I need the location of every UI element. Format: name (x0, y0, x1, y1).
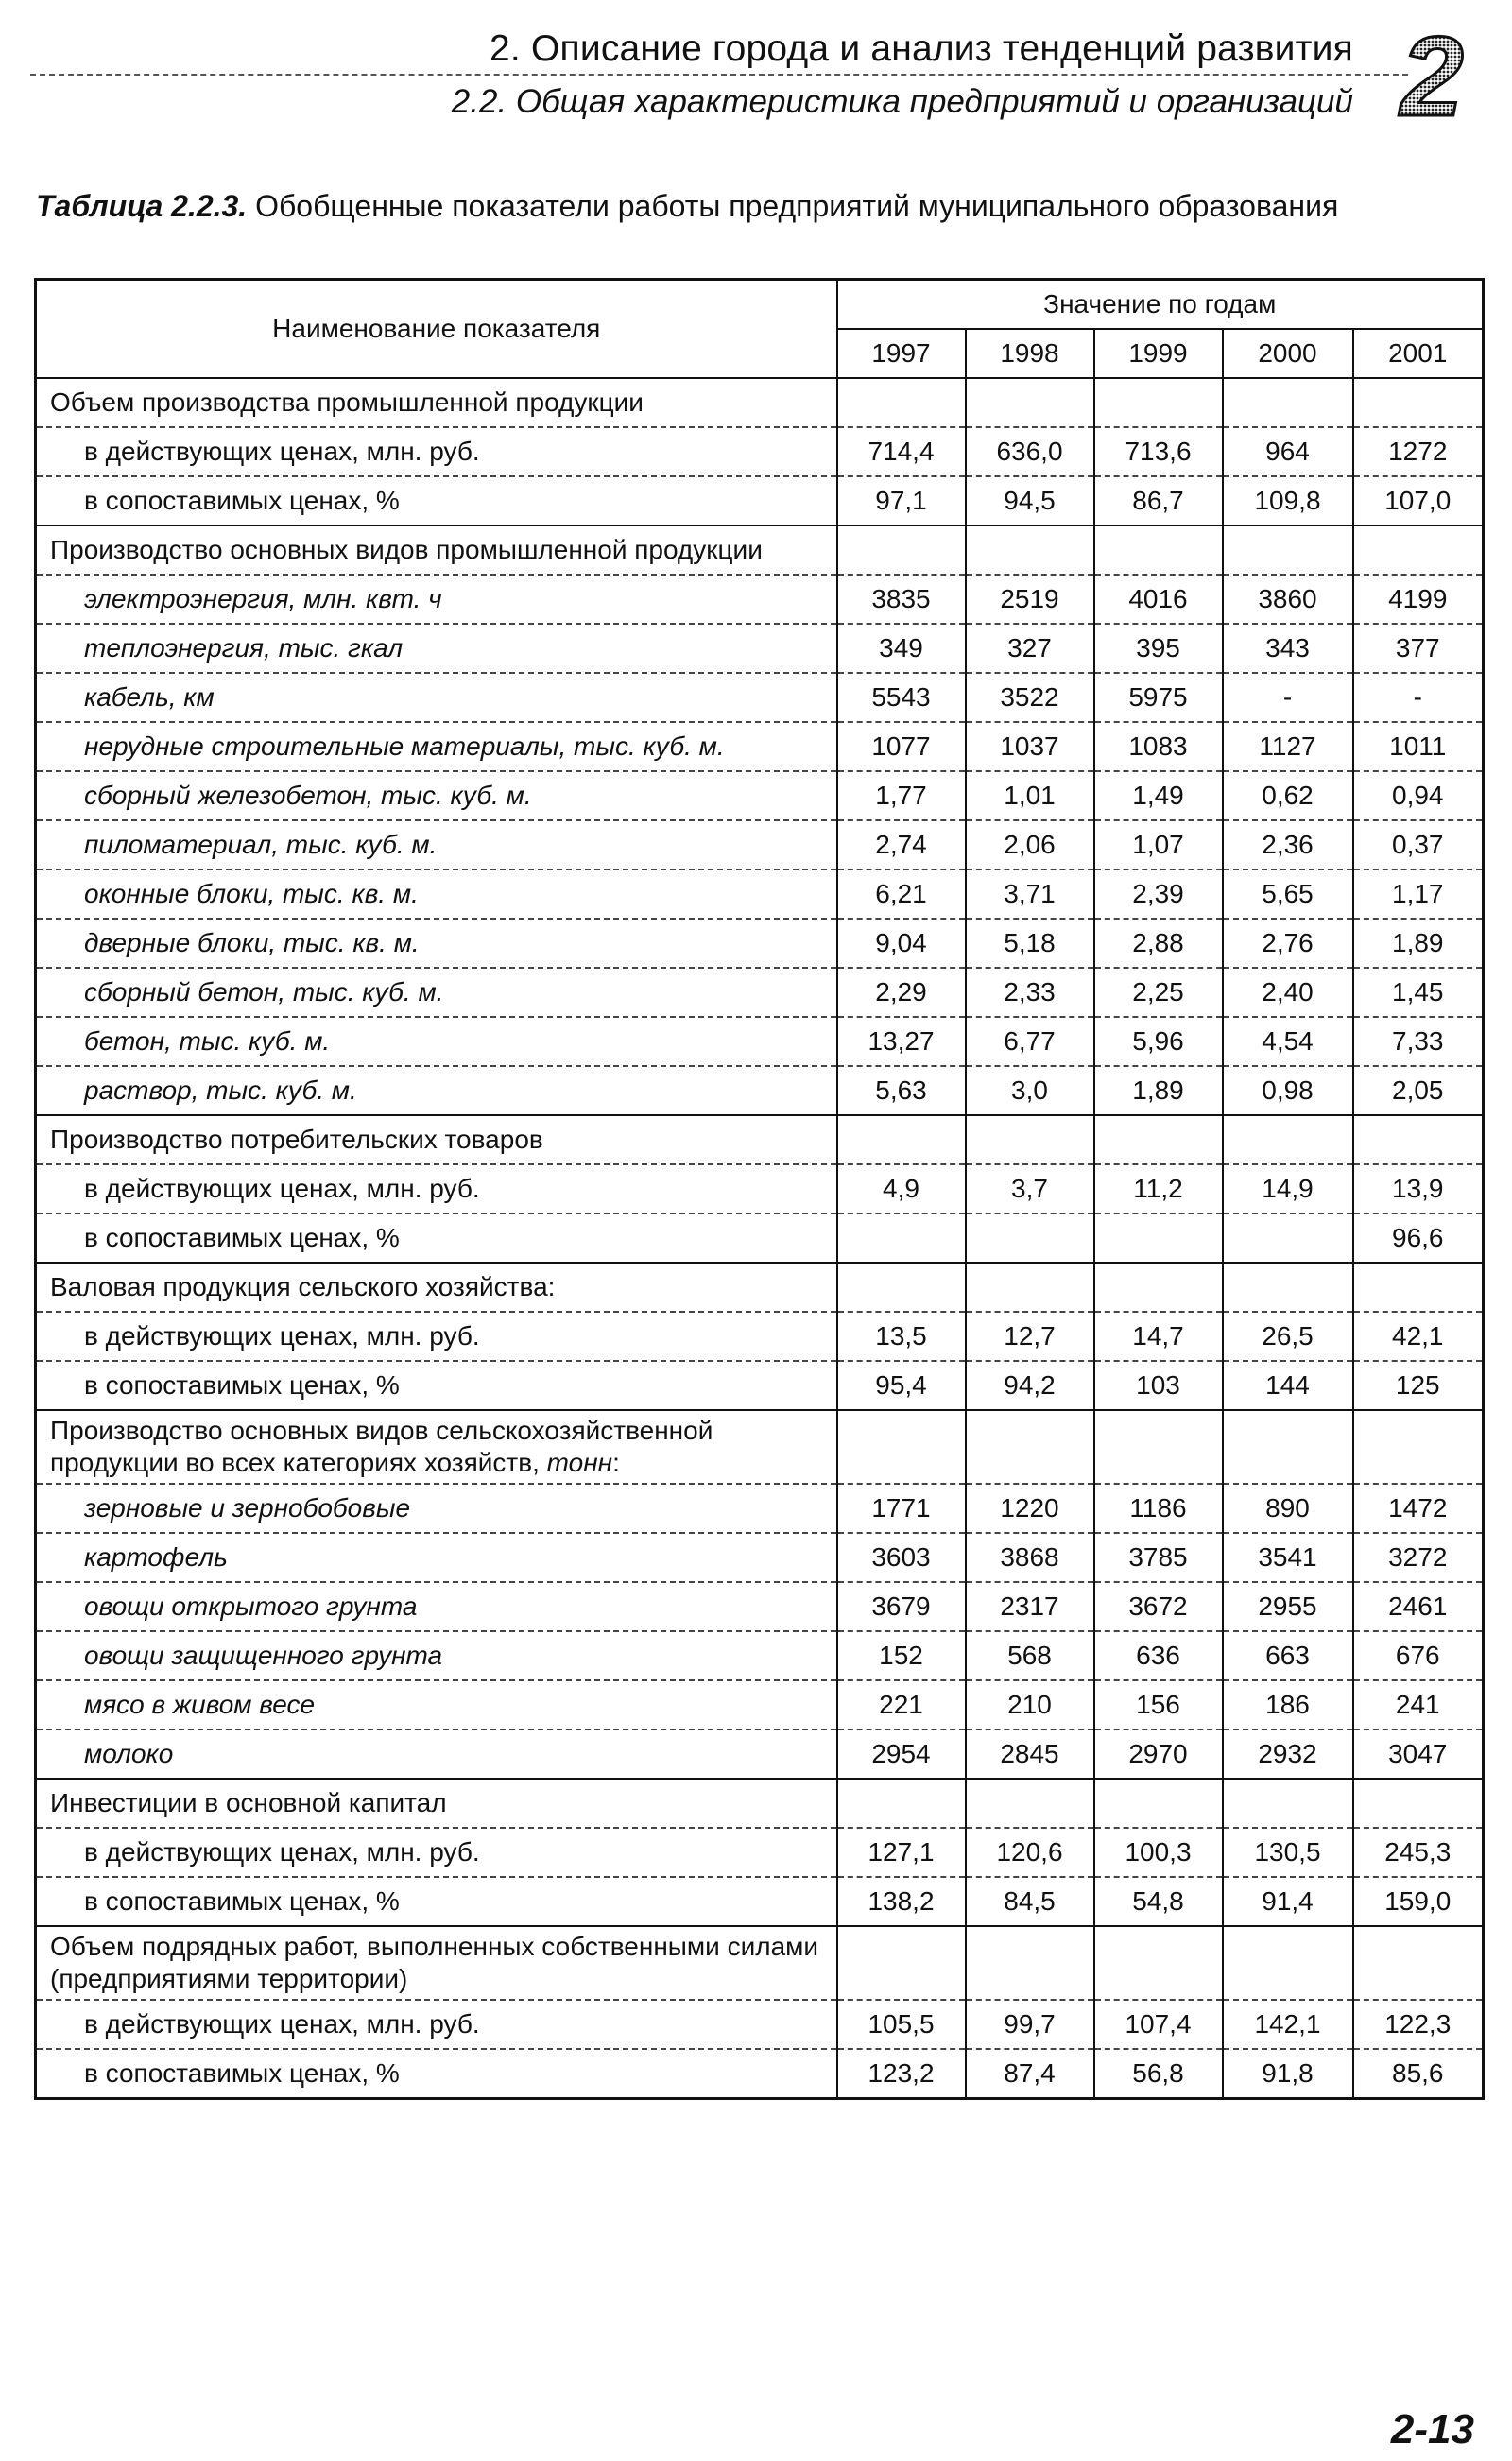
value-cell: 1,07 (1094, 820, 1223, 869)
table-row (36, 820, 1484, 869)
value-cell: 2932 (1223, 1730, 1353, 1779)
indicator-name-text: в сопоставимых ценах, % (84, 1370, 400, 1400)
indicator-name-text: молоко (84, 1739, 174, 1768)
table-row (36, 2000, 1484, 2049)
indicator-name (36, 1410, 837, 1484)
svg-text:2: 2 (1400, 21, 1464, 125)
value-cell: 127,1 (837, 1828, 966, 1877)
value-cell (1353, 1115, 1484, 1164)
indicator-name-text: сборный железобетон, тыс. куб. м. (84, 781, 532, 810)
value-cell: 3860 (1223, 575, 1353, 624)
value-cell: 6,77 (966, 1017, 1094, 1066)
value-cell: 3,71 (966, 869, 1094, 919)
value-cell: 5,65 (1223, 869, 1353, 919)
value-cell: 6,21 (837, 869, 966, 919)
value-cell (1094, 378, 1223, 427)
value-cell: 714,4 (837, 427, 966, 476)
value-cell: 2,76 (1223, 919, 1353, 968)
value-cell (1094, 1410, 1223, 1484)
indicator-name (36, 1213, 837, 1263)
value-cell: 125 (1353, 1361, 1484, 1410)
table-row (36, 1533, 1484, 1582)
value-cell: 0,94 (1353, 771, 1484, 820)
table-row (36, 525, 1484, 575)
table-row (36, 1631, 1484, 1680)
year-header: 1997 (837, 329, 966, 378)
value-cell: 9,04 (837, 919, 966, 968)
indicator-name (36, 1779, 837, 1828)
value-cell: 3672 (1094, 1582, 1223, 1631)
indicator-name-text: в действующих ценах, млн. руб. (84, 437, 480, 466)
value-cell: 91,8 (1223, 2049, 1353, 2099)
table-row (36, 673, 1484, 722)
value-cell: 13,5 (837, 1312, 966, 1361)
value-cell: - (1223, 673, 1353, 722)
value-cell: 2,25 (1094, 968, 1223, 1017)
header-divider (30, 74, 1408, 76)
value-cell: 5975 (1094, 673, 1223, 722)
indicator-name (36, 624, 837, 673)
value-cell: 94,5 (966, 476, 1094, 525)
value-cell: 103 (1094, 1361, 1223, 1410)
indicator-name-text: Производство потребительских товаров (50, 1125, 543, 1154)
table-row (36, 1779, 1484, 1828)
indicator-name-text: в действующих ценах, млн. руб. (84, 1321, 480, 1351)
indicator-name-text: в действующих ценах, млн. руб. (84, 1837, 480, 1867)
value-cell: 109,8 (1223, 476, 1353, 525)
value-cell (966, 1779, 1094, 1828)
value-cell: 327 (966, 624, 1094, 673)
value-cell (837, 1263, 966, 1312)
table-row (36, 427, 1484, 476)
value-cell: 5543 (837, 673, 966, 722)
table-row (36, 919, 1484, 968)
value-cell: 395 (1094, 624, 1223, 673)
year-header: 2001 (1353, 329, 1484, 378)
page-number: 2-13 (1390, 2406, 1474, 2452)
indicator-name (36, 1164, 837, 1213)
chapter-title: 2. Описание города и анализ тенденций развития (490, 28, 1353, 69)
indicator-name-text: мясо в живом весе (84, 1690, 316, 1719)
indicator-name (36, 1926, 837, 2000)
value-cell (837, 1926, 966, 2000)
indicator-name-text: электроэнергия, млн. квт. ч (84, 584, 442, 613)
value-cell (1223, 378, 1353, 427)
value-cell: 568 (966, 1631, 1094, 1680)
value-cell: 2,88 (1094, 919, 1223, 968)
value-cell: 1127 (1223, 722, 1353, 771)
value-cell: 1,45 (1353, 968, 1484, 1017)
value-cell: 1011 (1353, 722, 1484, 771)
value-cell: 3522 (966, 673, 1094, 722)
value-cell: 890 (1223, 1484, 1353, 1533)
value-cell: 377 (1353, 624, 1484, 673)
indicator-name-text: дверные блоки, тыс. кв. м. (84, 928, 420, 957)
value-cell: 5,96 (1094, 1017, 1223, 1066)
value-cell: 4,54 (1223, 1017, 1353, 1066)
values-by-year-header: Значение по годам (837, 280, 1484, 330)
indicator-name-text: в сопоставимых ценах, % (84, 1886, 400, 1916)
value-cell: 42,1 (1353, 1312, 1484, 1361)
indicator-name (36, 2049, 837, 2099)
table-caption (36, 189, 1338, 224)
value-cell: 91,4 (1223, 1877, 1353, 1926)
value-cell: 3679 (837, 1582, 966, 1631)
value-cell (837, 1779, 966, 1828)
value-cell (1094, 1115, 1223, 1164)
value-cell: 3541 (1223, 1533, 1353, 1582)
indicator-name (36, 1263, 837, 1312)
value-cell (1353, 1926, 1484, 2000)
value-cell: 107,4 (1094, 2000, 1223, 2049)
indicator-name-text: в действующих ценах, млн. руб. (84, 1174, 480, 1203)
indicator-name (36, 1484, 837, 1533)
table-row (36, 1730, 1484, 1779)
indicator-name (36, 1582, 837, 1631)
value-cell: 3,0 (966, 1066, 1094, 1115)
indicator-name (36, 722, 837, 771)
value-cell: 1083 (1094, 722, 1223, 771)
value-cell: 107,0 (1353, 476, 1484, 525)
value-cell: 1272 (1353, 427, 1484, 476)
value-cell: 26,5 (1223, 1312, 1353, 1361)
indicator-name (36, 1533, 837, 1582)
indicator-name-text: Объем производства промышленной продукции (50, 387, 644, 417)
table-row (36, 1484, 1484, 1533)
table-row (36, 1213, 1484, 1263)
value-cell: 1,17 (1353, 869, 1484, 919)
value-cell: 13,27 (837, 1017, 966, 1066)
value-cell: 713,6 (1094, 427, 1223, 476)
indicator-name (36, 1828, 837, 1877)
indicator-name-text: пиломатериал, тыс. куб. м. (84, 830, 438, 859)
value-cell: 56,8 (1094, 2049, 1223, 2099)
table-row (36, 968, 1484, 1017)
value-cell: 152 (837, 1631, 966, 1680)
value-cell: 0,98 (1223, 1066, 1353, 1115)
indicator-unit: тонн (546, 1448, 613, 1477)
value-cell (1223, 1410, 1353, 1484)
table-row (36, 1828, 1484, 1877)
indicator-name (36, 525, 837, 575)
indicator-name (36, 1730, 837, 1779)
value-cell: 138,2 (837, 1877, 966, 1926)
value-cell: 87,4 (966, 2049, 1094, 2099)
value-cell: 210 (966, 1680, 1094, 1730)
value-cell: 54,8 (1094, 1877, 1223, 1926)
table-row (36, 1312, 1484, 1361)
indicator-name (36, 427, 837, 476)
value-cell: 964 (1223, 427, 1353, 476)
value-cell: 3835 (837, 575, 966, 624)
indicator-name-text: нерудные строительные материалы, тыс. куб. м. (84, 731, 725, 761)
table-row (36, 1582, 1484, 1631)
value-cell: 142,1 (1223, 2000, 1353, 2049)
table-row (36, 1115, 1484, 1164)
indicator-name-text: Производство основных видов промышленной продукции (50, 535, 763, 564)
indicator-name-text: Производство основных видов сельскохозяйственной продукции во всех категориях хозяйств, (50, 1416, 713, 1477)
indicator-name (36, 2000, 837, 2049)
value-cell (1223, 1263, 1353, 1312)
value-cell: 1037 (966, 722, 1094, 771)
indicator-name-text: Объем подрядных работ, выполненных собственными силами (предприятиями территории) (50, 1932, 819, 1993)
indicator-name (36, 1066, 837, 1115)
indicator-name-text: в действующих ценах, млн. руб. (84, 2009, 480, 2039)
value-cell: 13,9 (1353, 1164, 1484, 1213)
value-cell (966, 1213, 1094, 1263)
indicator-name-text: в сопоставимых ценах, % (84, 486, 400, 515)
year-header: 1999 (1094, 329, 1223, 378)
value-cell (966, 1115, 1094, 1164)
table-row (36, 1164, 1484, 1213)
value-cell (1094, 1263, 1223, 1312)
indicator-name (36, 575, 837, 624)
indicator-name (36, 1115, 837, 1164)
indicator-name-text: в сопоставимых ценах, % (84, 2058, 400, 2088)
value-cell (1223, 525, 1353, 575)
value-cell: 3,7 (966, 1164, 1094, 1213)
table-row (36, 1017, 1484, 1066)
value-cell: 97,1 (837, 476, 966, 525)
value-cell: 11,2 (1094, 1164, 1223, 1213)
value-cell (1223, 1115, 1353, 1164)
value-cell: 636 (1094, 1631, 1223, 1680)
value-cell: 144 (1223, 1361, 1353, 1410)
indicator-name-text: сборный бетон, тыс. куб. м. (84, 977, 444, 1007)
value-cell: 1771 (837, 1484, 966, 1533)
value-cell: 1220 (966, 1484, 1094, 1533)
value-cell (1353, 525, 1484, 575)
value-cell (1094, 1779, 1223, 1828)
indicator-name (36, 869, 837, 919)
indicator-name-text: раствор, тыс. куб. м. (84, 1076, 357, 1105)
value-cell (966, 1926, 1094, 2000)
table-row (36, 722, 1484, 771)
value-cell: 1,01 (966, 771, 1094, 820)
value-cell: 241 (1353, 1680, 1484, 1730)
value-cell: 221 (837, 1680, 966, 1730)
value-cell: 1472 (1353, 1484, 1484, 1533)
value-cell (1094, 525, 1223, 575)
table-row (36, 624, 1484, 673)
table-caption-text: Обобщенные показатели работы предприятий муниципального образования (247, 189, 1339, 223)
value-cell (837, 1410, 966, 1484)
value-cell (966, 1263, 1094, 1312)
indicator-name (36, 919, 837, 968)
value-cell: 1,77 (837, 771, 966, 820)
value-cell (1353, 1263, 1484, 1312)
value-cell (1223, 1926, 1353, 2000)
value-cell (966, 525, 1094, 575)
table-row (36, 771, 1484, 820)
indicator-name (36, 968, 837, 1017)
value-cell: 349 (837, 624, 966, 673)
value-cell: 94,2 (966, 1361, 1094, 1410)
indicator-name-header: Наименование показателя (36, 280, 837, 379)
value-cell: 343 (1223, 624, 1353, 673)
table-row (36, 2049, 1484, 2099)
chapter-number-logo (1389, 21, 1493, 125)
value-cell (966, 1410, 1094, 1484)
indicator-name (36, 771, 837, 820)
indicator-name (36, 1877, 837, 1926)
value-cell (966, 378, 1094, 427)
value-cell (1223, 1779, 1353, 1828)
indicator-name-text: картофель (84, 1542, 228, 1572)
value-cell: 2,40 (1223, 968, 1353, 1017)
value-cell (1353, 378, 1484, 427)
value-cell: 2,05 (1353, 1066, 1484, 1115)
value-cell (837, 378, 966, 427)
value-cell: 663 (1223, 1631, 1353, 1680)
indicator-name (36, 476, 837, 525)
value-cell: 7,33 (1353, 1017, 1484, 1066)
value-cell (837, 525, 966, 575)
value-cell: 2,06 (966, 820, 1094, 869)
value-cell: 14,7 (1094, 1312, 1223, 1361)
value-cell: 100,3 (1094, 1828, 1223, 1877)
value-cell: 95,4 (837, 1361, 966, 1410)
value-cell: 2519 (966, 575, 1094, 624)
value-cell: 2,39 (1094, 869, 1223, 919)
value-cell: 5,63 (837, 1066, 966, 1115)
value-cell: 3047 (1353, 1730, 1484, 1779)
table-row (36, 1877, 1484, 1926)
indicators-table (34, 278, 1485, 2100)
table-row (36, 1926, 1484, 2000)
table-caption-label: Таблица 2.2.3. (36, 189, 248, 223)
value-cell: 245,3 (1353, 1828, 1484, 1877)
value-cell: 122,3 (1353, 2000, 1484, 2049)
value-cell: 85,6 (1353, 2049, 1484, 2099)
value-cell: 2,36 (1223, 820, 1353, 869)
table-row (36, 869, 1484, 919)
value-cell: 2,29 (837, 968, 966, 1017)
table-row (36, 476, 1484, 525)
table-row (36, 1361, 1484, 1410)
value-cell: 1,49 (1094, 771, 1223, 820)
indicator-name-text: оконные блоки, тыс. кв. м. (84, 879, 419, 908)
value-cell: 123,2 (837, 2049, 966, 2099)
year-header: 1998 (966, 329, 1094, 378)
value-cell: 99,7 (966, 2000, 1094, 2049)
indicator-suffix: : (612, 1448, 620, 1477)
value-cell: 2845 (966, 1730, 1094, 1779)
indicator-name (36, 820, 837, 869)
value-cell: 2970 (1094, 1730, 1223, 1779)
value-cell: 14,9 (1223, 1164, 1353, 1213)
section-title: 2.2. Общая характеристика предприятий и организаций (451, 83, 1353, 120)
indicator-name (36, 378, 837, 427)
value-cell: 676 (1353, 1631, 1484, 1680)
indicator-name-text: Валовая продукция сельского хозяйства: (50, 1272, 556, 1301)
indicator-name-text: овощи защищенного грунта (84, 1641, 443, 1670)
table-row (36, 1410, 1484, 1484)
value-cell: 4,9 (837, 1164, 966, 1213)
value-cell: 156 (1094, 1680, 1223, 1730)
value-cell (1094, 1213, 1223, 1263)
value-cell (1094, 1926, 1223, 2000)
value-cell: 12,7 (966, 1312, 1094, 1361)
value-cell: 2,33 (966, 968, 1094, 1017)
table-row (36, 1263, 1484, 1312)
indicator-name-text: кабель, км (84, 682, 215, 712)
indicator-name-text: овощи открытого грунта (84, 1592, 418, 1621)
table-row (36, 378, 1484, 427)
indicator-name (36, 1361, 837, 1410)
value-cell: 159,0 (1353, 1877, 1484, 1926)
value-cell: 5,18 (966, 919, 1094, 968)
value-cell: 1,89 (1094, 1066, 1223, 1115)
value-cell: 120,6 (966, 1828, 1094, 1877)
value-cell: 3272 (1353, 1533, 1484, 1582)
indicator-name-text: Инвестиции в основной капитал (50, 1788, 447, 1817)
value-cell: 86,7 (1094, 476, 1223, 525)
indicator-name (36, 673, 837, 722)
value-cell: 4199 (1353, 575, 1484, 624)
value-cell: 0,37 (1353, 820, 1484, 869)
value-cell: 130,5 (1223, 1828, 1353, 1877)
table-row (36, 575, 1484, 624)
value-cell: 3603 (837, 1533, 966, 1582)
value-cell: 2954 (837, 1730, 966, 1779)
value-cell: 2461 (1353, 1582, 1484, 1631)
value-cell: 1077 (837, 722, 966, 771)
value-cell: 0,62 (1223, 771, 1353, 820)
indicator-name (36, 1312, 837, 1361)
value-cell: 2955 (1223, 1582, 1353, 1631)
value-cell: 1186 (1094, 1484, 1223, 1533)
value-cell: 105,5 (837, 2000, 966, 2049)
value-cell (1353, 1410, 1484, 1484)
value-cell: 3868 (966, 1533, 1094, 1582)
value-cell: 84,5 (966, 1877, 1094, 1926)
indicator-name-text: в сопоставимых ценах, % (84, 1223, 400, 1252)
table-row (36, 1680, 1484, 1730)
table-row (36, 1066, 1484, 1115)
value-cell: 636,0 (966, 427, 1094, 476)
year-header: 2000 (1223, 329, 1353, 378)
indicator-name-text: бетон, тыс. куб. м. (84, 1026, 331, 1056)
indicator-name-text: зерновые и зернобобовые (84, 1493, 411, 1523)
indicator-name (36, 1680, 837, 1730)
value-cell (1223, 1213, 1353, 1263)
value-cell: 4016 (1094, 575, 1223, 624)
value-cell: 3785 (1094, 1533, 1223, 1582)
value-cell (1353, 1779, 1484, 1828)
indicator-name (36, 1631, 837, 1680)
value-cell: 1,89 (1353, 919, 1484, 968)
value-cell (837, 1213, 966, 1263)
value-cell: 2317 (966, 1582, 1094, 1631)
value-cell: 96,6 (1353, 1213, 1484, 1263)
indicator-name-text: теплоэнергия, тыс. гкал (84, 633, 404, 663)
value-cell (837, 1115, 966, 1164)
indicator-name (36, 1017, 837, 1066)
value-cell: 2,74 (837, 820, 966, 869)
value-cell: 186 (1223, 1680, 1353, 1730)
value-cell: - (1353, 673, 1484, 722)
